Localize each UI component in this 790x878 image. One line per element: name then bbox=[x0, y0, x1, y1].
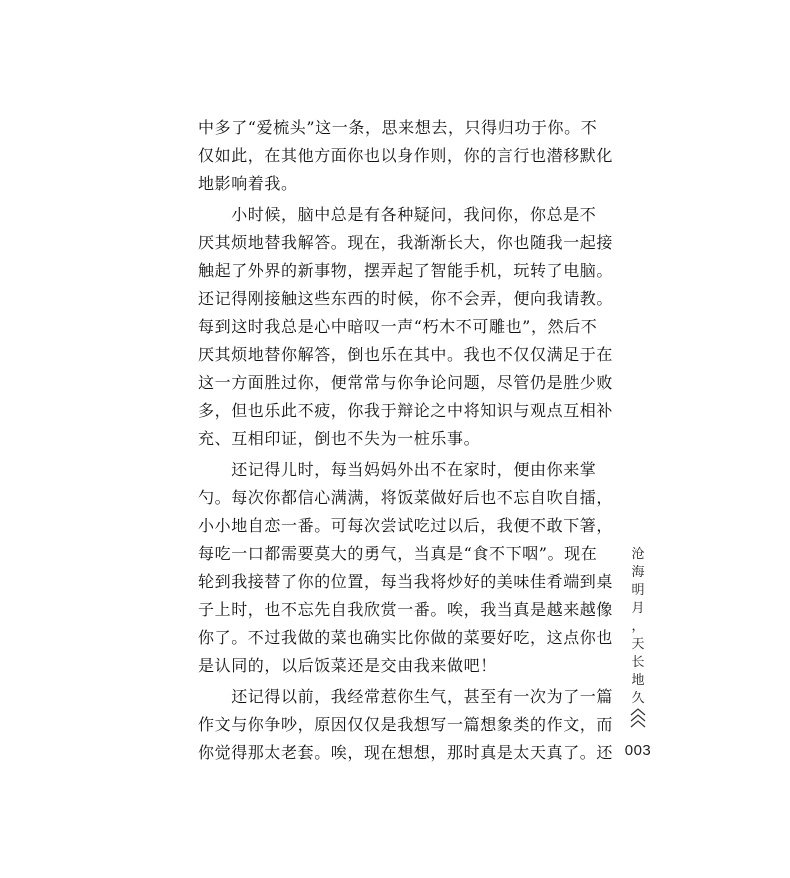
text-line: 小时候，脑中总是有各种疑问，我问你，你总是不 bbox=[198, 205, 597, 224]
text-line: 触起了外界的新事物，摆弄起了智能手机，玩转了电脑。 bbox=[198, 261, 614, 280]
text-line: 是认同的，以后饭菜还是交由我来做吧！ bbox=[198, 656, 497, 675]
running-title-char: 久 bbox=[631, 691, 645, 706]
running-title-char: 天 bbox=[631, 637, 645, 652]
text-line: 仅如此，在其他方面你也以身作则，你的言行也潜移默化 bbox=[198, 146, 614, 165]
running-title-char: 海 bbox=[631, 565, 645, 580]
text-line: 还记得以前，我经常惹你生气，甚至有一次为了一篇 bbox=[198, 687, 614, 706]
running-title-char: 月 bbox=[631, 601, 645, 616]
text-line: 你觉得那太老套。唉，现在想想，那时真是太天真了。还 bbox=[198, 743, 614, 762]
text-line: 地影响着我。 bbox=[198, 174, 298, 193]
text-line: 子上时，也不忘先自我欣赏一番。唉，我当真是越来越像 bbox=[198, 600, 614, 619]
running-title-char: 沧 bbox=[631, 547, 645, 562]
page-number: 003 bbox=[624, 742, 652, 759]
text-line: 多，但也乐此不疲，你我于辩论之中将知识与观点互相补 bbox=[198, 401, 614, 420]
text-line: 厌其烦地替你解答，倒也乐在其中。我也不仅仅满足于在 bbox=[198, 345, 614, 364]
chevron-up-icon bbox=[628, 706, 648, 732]
text-line: 还记得儿时，每当妈妈外出不在家时，便由你来掌 bbox=[198, 460, 597, 479]
text-line: 充、互相印证，倒也不失为一桩乐事。 bbox=[198, 429, 481, 448]
running-title-char: 明 bbox=[631, 583, 645, 598]
text-line: 厌其烦地替我解答。现在，我渐渐长大，你也随我一起接 bbox=[198, 233, 614, 252]
text-line: 作文与你争吵，原因仅仅是我想写一篇想象类的作文，而 bbox=[198, 715, 614, 734]
text-line: 你了。不过我做的菜也确实比你做的菜要好吃，这点你也 bbox=[198, 628, 614, 647]
running-title-char: ， bbox=[631, 619, 645, 634]
running-title-char: 长 bbox=[631, 655, 645, 670]
text-line: 小小地自恋一番。可每次尝试吃过以后，我便不敢下箸， bbox=[198, 516, 614, 535]
running-title bbox=[627, 546, 649, 708]
text-line: 轮到我接替了你的位置，每当我将炒好的美味佳肴端到桌 bbox=[198, 572, 614, 591]
text-line: 勺。每次你都信心满满，将饭菜做好后也不忘自吹自擂， bbox=[198, 488, 614, 507]
running-title-char: 地 bbox=[631, 673, 645, 688]
text-line: 这一方面胜过你，便常常与你争论问题，尽管仍是胜少败 bbox=[198, 373, 614, 392]
text-line: 每吃一口都需要莫大的勇气，当真是“食不下咽”。现在 bbox=[198, 544, 598, 563]
text-line: 中多了“爱梳头”这一条，思来想去，只得归功于你。不 bbox=[198, 118, 598, 137]
text-line: 还记得刚接触这些东西的时候，你不会弄，便向我请教。 bbox=[198, 289, 614, 308]
text-line: 每到这时我总是心中暗叹一声“朽木不可雕也”，然后不 bbox=[198, 317, 598, 336]
